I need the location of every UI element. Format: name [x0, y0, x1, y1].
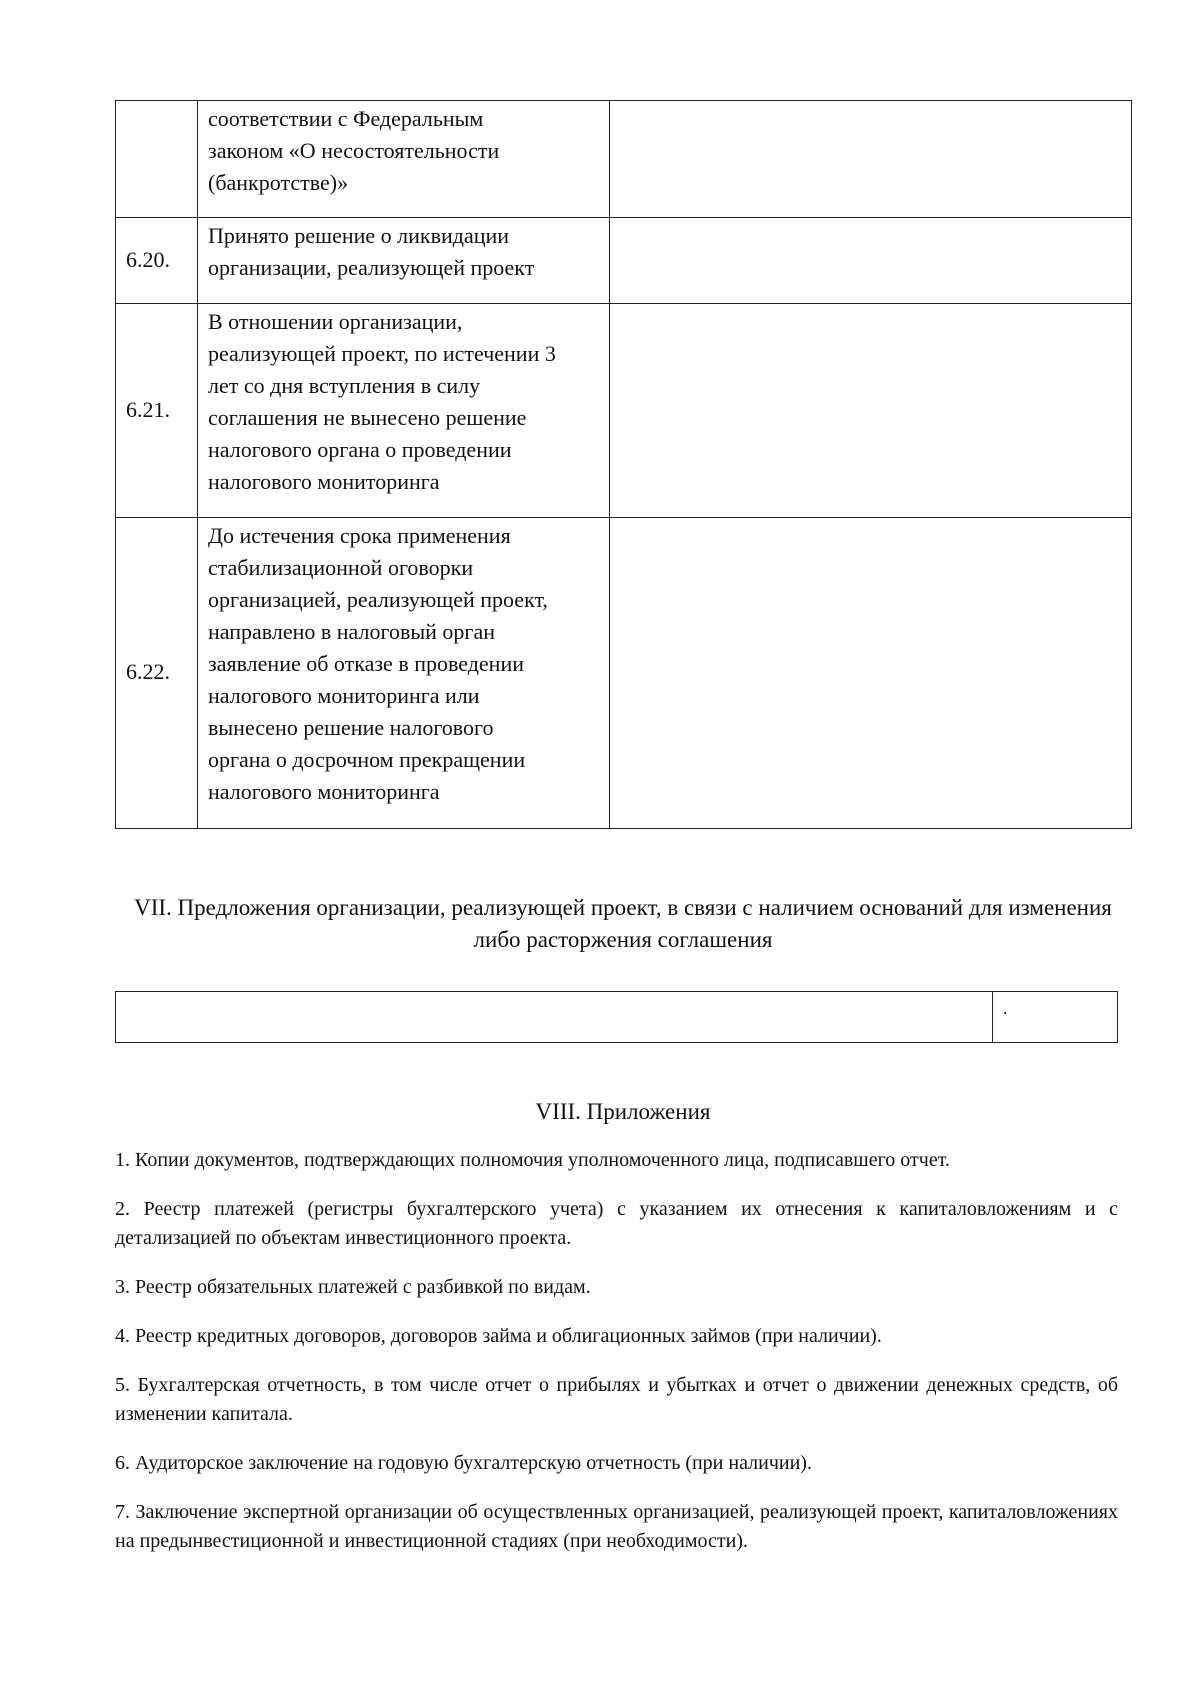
cell-mark: . [1003, 998, 1008, 1018]
appendix-list [115, 1146, 1118, 1576]
table-row [116, 992, 1118, 1043]
proposals-table [115, 991, 1118, 1043]
row-number [116, 101, 198, 218]
list-item: 5. Бухгалтерская отчетность, в том числе отчет о прибылях и убытках и отчет о движении денежных средств, об изменении капитала. [115, 1374, 1118, 1425]
row-number: 6.21. [116, 304, 198, 518]
list-item: 2. Реестр платежей (регистры бухгалтерского учета) с указанием их отнесения к капиталовложениям и с детализацией по объектам инвестиционного проекта. [115, 1198, 1118, 1249]
section-7-title: VII. Предложения организации, реализующей проект, в связи с наличием оснований для изменения либо расторжения соглашения [134, 895, 1112, 952]
list-item: 3. Реестр обязательных платежей с разбивкой по видам. [115, 1276, 591, 1298]
grounds-table [115, 100, 1132, 829]
table-row [116, 218, 1132, 304]
row-text: До истечения срока применения стабилизационной оговорки организацией, реализующей проект, направлено в налоговый орган заявление об отказе в проведении налогового мониторинга или вынесено решение налогового органа о досрочном прекращении налогового мониторинга [198, 518, 610, 829]
table-row [116, 518, 1132, 829]
table-row [116, 101, 1132, 218]
row-text: соответствии с Федеральным законом «О несостоятельности (банкротстве)» [198, 101, 610, 218]
table-row [116, 304, 1132, 518]
row-value-cell [610, 304, 1132, 518]
proposal-side-cell [993, 992, 1118, 1043]
row-value-cell [610, 518, 1132, 829]
row-number: 6.22. [116, 518, 198, 829]
row-value-cell [610, 218, 1132, 304]
list-item: 1. Копии документов, подтверждающих полномочия уполномоченного лица, подписавшего отчет. [115, 1149, 950, 1171]
row-value-cell [610, 101, 1132, 218]
proposal-main-cell [116, 992, 993, 1043]
row-text: В отношении организации, реализующей проект, по истечении 3 лет со дня вступления в силу соглашения не вынесено решение налогового органа о проведении налогового мониторинга [198, 304, 610, 518]
list-item: 7. Заключение экспертной организации об осуществленных организацией, реализующей проект, капиталовложениях на предынвестиционной и инвестиционной стадиях (при необходимости). [115, 1501, 1118, 1552]
list-item: 6. Аудиторское заключение на годовую бухгалтерскую отчетность (при наличии). [115, 1452, 812, 1474]
row-text: Принято решение о ликвидации организации, реализующей проект [198, 218, 610, 304]
section-8-title: VIII. Приложения [535, 1099, 711, 1124]
row-number: 6.20. [116, 218, 198, 304]
list-item: 4. Реестр кредитных договоров, договоров займа и облигационных займов (при наличии). [115, 1325, 882, 1347]
